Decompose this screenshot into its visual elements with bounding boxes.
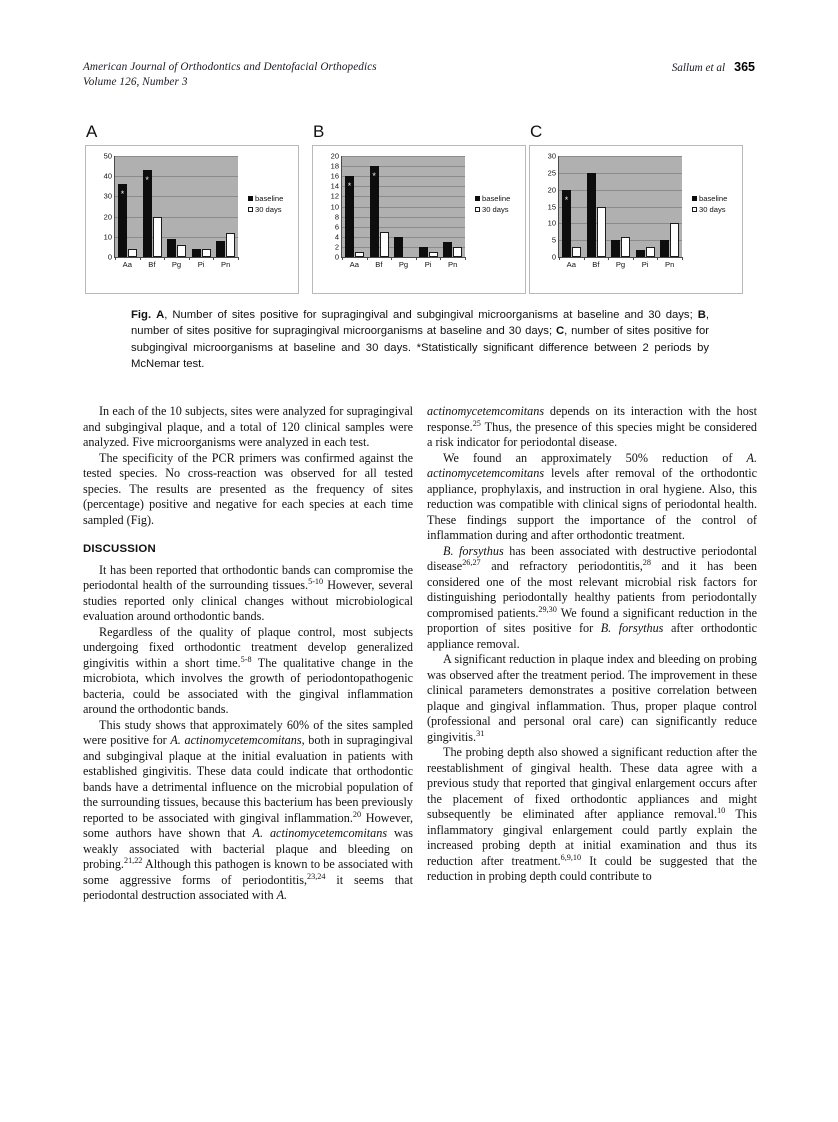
paragraph-left-5 <box>83 718 413 904</box>
text-run: The probing depth also showed a significant reduction after the reestablishment of gingival health. These data agree with a previous study that reported that gingival enlargement occurs after the placement of fixed orthodontic appliances and might subsequently be eliminated after appliance removal. <box>427 745 757 821</box>
bar-baseline <box>611 240 620 257</box>
y-axis-tick-label: 20 <box>103 211 112 221</box>
text-run: This inflammatory gingival enlargement could partly explain the increased probing depth at initial examination and thus its reduction after treatment. <box>427 807 757 868</box>
y-axis-tick-label: 10 <box>103 232 112 242</box>
text-run: levels after removal of the orthodontic appliance, prophylaxis, and instruction in oral hygiene. Also, this reduction was compatible with clinical signs of periodontal health. These findings support the importance of the control of inflammation during and after orthodontic treatment. <box>427 466 757 542</box>
x-axis-tick-label: Aa <box>349 260 359 269</box>
chart-legend-c <box>692 193 727 215</box>
reference-superscript: 6,9,10 <box>560 852 582 862</box>
page-number: 365 <box>734 60 755 74</box>
x-axis-tick-mark <box>164 257 165 260</box>
bar-baseline <box>167 239 176 257</box>
bar-30-days <box>355 252 364 257</box>
legend-row-baseline <box>475 193 510 204</box>
caption-text-3: , number of sites positive for subgingival microorganisms at baseline and 30 days. *Statistically significant difference between 2 periods by McNemar test. <box>131 325 709 371</box>
bar-30-days <box>597 207 606 258</box>
species-name: B. forsythus <box>600 621 664 635</box>
bar-baseline <box>419 247 428 257</box>
bar-30-days <box>429 252 438 257</box>
x-axis-tick-label: Aa <box>122 260 132 269</box>
caption-text-1: , Number of sites positive for supragingival and subgingival microorganisms at baseline and 30 days; <box>164 309 698 321</box>
legend-swatch-baseline-icon <box>248 196 253 201</box>
legend-row-baseline <box>692 193 727 204</box>
text-run: A significant reduction in plaque index and bleeding on probing was observed after the treatment period. The improvement in these clinical parameters demonstrates a positive correlation between plaque and gingival inflammation. Thus, proper plaque control (professional and personal oral care) can significantly reduce gingivitis. <box>427 652 757 744</box>
legend-swatch-30days-icon <box>692 207 697 212</box>
species-name: A. actinomycetemcomitans <box>252 826 388 840</box>
paragraph-right-2 <box>427 451 757 544</box>
plot-area-b <box>330 151 465 269</box>
x-axis-tick-mark <box>238 257 239 260</box>
caption-text-2: , number of sites positive for supragingival microorganisms at baseline and 30 days; <box>131 309 709 338</box>
y-axis-tick-label: 25 <box>547 168 556 178</box>
text-run: and refractory periodontitis, <box>480 559 643 573</box>
x-axis-tick-mark <box>465 257 466 260</box>
y-axis-tick-label: 40 <box>103 171 112 181</box>
x-axis-tick-label: Bf <box>148 260 156 269</box>
bar-30-days <box>226 233 235 257</box>
text-run: depends on its interaction with the host response. <box>427 404 757 434</box>
bar-30-days <box>153 217 162 257</box>
text-run: Although this pathogen is known to be associated with some aggressive forms of periodontitis, <box>83 857 413 887</box>
legend-label-30days: 30 days <box>482 205 509 214</box>
significance-asterisk: * <box>347 181 352 192</box>
species-name: A. actinomycetemcomitans <box>170 733 302 747</box>
bar-30-days <box>453 247 462 257</box>
bar-baseline <box>394 237 403 257</box>
running-head <box>83 60 755 92</box>
x-axis-tick-mark <box>416 257 417 260</box>
bar-baseline <box>562 190 571 257</box>
bar-baseline <box>660 240 669 257</box>
x-axis-tick-mark <box>682 257 683 260</box>
bar-group <box>416 156 441 269</box>
x-axis-tick-label: Aa <box>566 260 576 269</box>
text-run: and it has been considered one of the most relevant microbial risk factors for distinguishing periodontally healthy patients from periodontally compromised patients. <box>427 559 757 620</box>
chart-legend-b <box>475 193 510 215</box>
caption-b-label: B <box>697 309 706 321</box>
y-axis-tick-label: 30 <box>547 151 556 161</box>
legend-swatch-baseline-icon <box>692 196 697 201</box>
chart-panel-b <box>312 122 528 296</box>
chart-legend-a <box>248 193 283 215</box>
caption-a-label: A <box>156 309 165 321</box>
species-name: A. actinomycetemcomitans <box>427 450 757 480</box>
text-run: However, several studies reported only clinical changes without microbiological evaluation around orthodontic bands. <box>83 578 413 623</box>
reference-superscript: 20 <box>352 809 362 819</box>
bar-group <box>633 156 658 269</box>
species-name: B. forsythus <box>443 543 504 558</box>
text-run: has been associated with destructive periodontal disease <box>427 543 757 573</box>
text-run: was weakly associated with bacterial plaque and bleeding on probing. <box>83 826 413 871</box>
reference-superscript: 5-8 <box>240 654 252 664</box>
bar-group <box>164 156 189 269</box>
bar-group <box>440 156 465 269</box>
y-axis-tick-label: 2 <box>334 242 339 252</box>
panel-frame-b <box>312 145 526 294</box>
paragraph-left-3 <box>83 563 413 625</box>
reference-superscript: 21,22 <box>123 855 143 865</box>
chart-panel-a <box>85 122 301 296</box>
x-axis-tick-label: Pi <box>641 260 649 269</box>
x-axis-tick-mark <box>213 257 214 260</box>
bar-30-days <box>128 249 137 257</box>
x-axis-tick-label: Pn <box>665 260 675 269</box>
legend-swatch-30days-icon <box>475 207 480 212</box>
reference-superscript: 23,24 <box>307 871 326 881</box>
y-axis-tick-label: 0 <box>107 252 112 262</box>
legend-swatch-30days-icon <box>248 207 253 212</box>
bar-baseline <box>370 166 379 257</box>
x-axis-tick-mark <box>367 257 368 260</box>
x-axis-tick-label: Pn <box>448 260 458 269</box>
y-axis-tick-label: 18 <box>330 161 339 171</box>
y-axis-tick-label: 50 <box>103 151 112 161</box>
y-axis-tick-label: 0 <box>334 252 339 262</box>
x-axis-tick-label: Pi <box>197 260 205 269</box>
species-name: A. <box>276 888 288 902</box>
paragraph-left-2: The specificity of the PCR primers was confirmed against the tested species. No cross-reaction was observed for all tested species. The results are presented as the frequency of sites (percentage) positive and negative for each species at each time sampled (Fig). <box>83 450 413 527</box>
y-axis-tick-label: 14 <box>330 181 339 191</box>
legend-swatch-baseline-icon <box>475 196 480 201</box>
reference-superscript: 25 <box>472 418 481 428</box>
bar-30-days <box>621 237 630 257</box>
bar-group <box>559 156 584 269</box>
text-run: after orthodontic appliance removal. <box>427 621 758 651</box>
running-head-right <box>672 60 755 74</box>
x-axis-tick-mark <box>608 257 609 260</box>
bar-group <box>342 156 367 269</box>
reference-superscript: 10 <box>717 805 726 815</box>
bar-30-days <box>202 249 211 257</box>
bar-group <box>391 156 416 269</box>
paragraph-right-5 <box>427 745 757 885</box>
bar-group <box>140 156 165 269</box>
bar-group <box>608 156 633 269</box>
y-axis-tick-label: 10 <box>330 201 339 211</box>
y-axis-tick-label: 16 <box>330 171 339 181</box>
bar-baseline <box>216 241 225 257</box>
text-run: it seems that periodontal destruction associated with <box>83 872 413 902</box>
text-run: We found a significant reduction in the proportion of sites positive for <box>427 605 757 635</box>
y-axis-tick-label: 5 <box>551 235 556 245</box>
bar-baseline <box>345 176 354 257</box>
x-axis-tick-mark <box>440 257 441 260</box>
reference-superscript: 26,27 <box>462 557 481 567</box>
bar-group <box>584 156 609 269</box>
legend-row-30days <box>475 204 510 215</box>
x-axis-tick-label: Pn <box>221 260 231 269</box>
legend-label-baseline: baseline <box>482 194 511 203</box>
x-axis-tick-label: Bf <box>375 260 383 269</box>
x-axis-tick-mark <box>342 257 343 260</box>
y-axis-tick-label: 30 <box>103 191 112 201</box>
section-heading-discussion: DISCUSSION <box>83 543 156 555</box>
text-run: Regardless of the quality of plaque control, most subjects undergoing fixed orthodontic treatment develop generalized gingivitis within a short time. <box>83 624 413 670</box>
legend-row-baseline <box>248 193 283 204</box>
y-axis-tick-label: 12 <box>330 191 339 201</box>
bar-30-days <box>646 247 655 257</box>
x-axis-tick-label: Pi <box>424 260 432 269</box>
text-run: , both in supragingival and subgingival plaque at the initial evaluation in patients with established gingivitis. These data could indicate that orthodontic bands have a detrimental influence on the microbial population of the surrounding tissues, because this bacterium has been previously reported to be associated with gingival inflammation. <box>83 733 413 825</box>
x-axis-tick-mark <box>140 257 141 260</box>
x-axis-tick-label: Bf <box>592 260 600 269</box>
significance-asterisk: * <box>120 189 125 200</box>
body-left-column <box>83 404 413 904</box>
x-axis-tick-mark <box>391 257 392 260</box>
bar-30-days <box>670 223 679 257</box>
reference-superscript: 28 <box>642 557 651 567</box>
bar-baseline <box>443 242 452 257</box>
legend-row-30days <box>248 204 283 215</box>
journal-title: American Journal of Orthodontics and Dentofacial Orthopedics <box>83 61 377 73</box>
y-axis-tick-label: 20 <box>547 184 556 194</box>
reference-superscript: 5-10 <box>308 576 324 586</box>
caption-fig-label: Fig. <box>131 309 152 321</box>
paragraph-right-4 <box>427 652 757 745</box>
figure-block <box>85 122 757 296</box>
x-axis-tick-mark <box>559 257 560 260</box>
y-axis-tick-label: 4 <box>334 232 339 242</box>
body-right-column <box>427 404 757 885</box>
paragraph-left-1: In each of the 10 subjects, sites were analyzed for supragingival and subgingival plaque, and a total of 120 clinical samples were analyzed. Five microorganisms were analyzed in each test. <box>83 404 413 449</box>
panel-letter-b: B <box>313 122 325 141</box>
y-axis-tick-label: 6 <box>334 221 339 231</box>
paragraph-right-3 <box>427 544 757 653</box>
y-axis-tick-label: 8 <box>334 211 339 221</box>
author-short: Sallum et al <box>671 62 726 74</box>
y-axis-tick-label: 10 <box>547 218 556 228</box>
y-axis-tick-label: 20 <box>330 151 339 161</box>
text-run: Thus, the presence of this species might be considered a risk indicator for periodontal disease. <box>427 419 757 449</box>
bar-30-days <box>572 247 581 257</box>
text-run: However, some authors have shown that <box>83 810 413 840</box>
legend-row-30days <box>692 204 727 215</box>
y-axis-tick-label: 0 <box>551 252 556 262</box>
x-axis-tick-mark <box>657 257 658 260</box>
bar-baseline <box>143 170 152 257</box>
bar-baseline <box>636 250 645 257</box>
text-run: We found an approximately 50% reduction of <box>443 450 747 465</box>
bar-baseline <box>587 173 596 257</box>
journal-volume: Volume 126, Number 3 <box>83 76 188 88</box>
bar-group <box>189 156 214 269</box>
bar-group <box>213 156 238 269</box>
panel-letter-c: C <box>530 122 543 141</box>
species-name: actinomycetemcomitans <box>427 404 545 418</box>
plot-area-c <box>547 151 682 269</box>
x-axis-tick-label: Pg <box>615 260 626 269</box>
paragraph-right-1 <box>427 404 757 451</box>
text-run: The qualitative change in the microbiota, which involves the growth of periodontopathogenic bacteria, could be associated with the gingival inflammation around the orthodontic bands. <box>83 655 413 716</box>
plot-area-a <box>103 151 238 269</box>
x-axis-tick-mark <box>584 257 585 260</box>
panel-frame-a <box>85 145 299 294</box>
y-axis-tick-label: 15 <box>547 201 556 211</box>
legend-label-30days: 30 days <box>255 205 282 214</box>
bar-30-days <box>177 245 186 257</box>
legend-label-baseline: baseline <box>255 194 284 203</box>
x-axis-tick-label: Pg <box>171 260 182 269</box>
bar-baseline <box>118 184 127 257</box>
paragraph-left-4 <box>83 625 413 718</box>
reference-superscript: 31 <box>476 728 485 738</box>
legend-label-30days: 30 days <box>699 205 726 214</box>
bar-group <box>657 156 682 269</box>
x-axis-tick-mark <box>633 257 634 260</box>
caption-c-label: C <box>555 325 565 338</box>
chart-panel-c <box>529 122 745 296</box>
bar-group <box>115 156 140 269</box>
significance-asterisk: * <box>372 171 376 182</box>
legend-label-baseline: baseline <box>699 194 728 203</box>
panel-frame-c <box>529 145 743 294</box>
x-axis-tick-mark <box>115 257 116 260</box>
figure-caption <box>131 307 709 373</box>
bar-30-days <box>380 232 389 257</box>
bar-baseline <box>192 249 201 257</box>
text-run: It could be suggested that the reduction in probing depth could contribute to <box>427 853 757 883</box>
bar-group <box>367 156 392 269</box>
significance-asterisk: * <box>145 175 149 186</box>
x-axis-tick-mark <box>189 257 190 260</box>
x-axis-tick-label: Pg <box>398 260 409 269</box>
journal-title-block <box>83 60 377 90</box>
text-run: This study shows that approximately 60% of the sites sampled were positive for <box>83 717 413 747</box>
panel-letter-a: A <box>86 122 98 141</box>
text-run: It has been reported that orthodontic bands can compromise the periodontal health of the surrounding tissues. <box>83 562 413 592</box>
significance-asterisk: * <box>564 194 569 205</box>
reference-superscript: 29,30 <box>538 604 557 614</box>
